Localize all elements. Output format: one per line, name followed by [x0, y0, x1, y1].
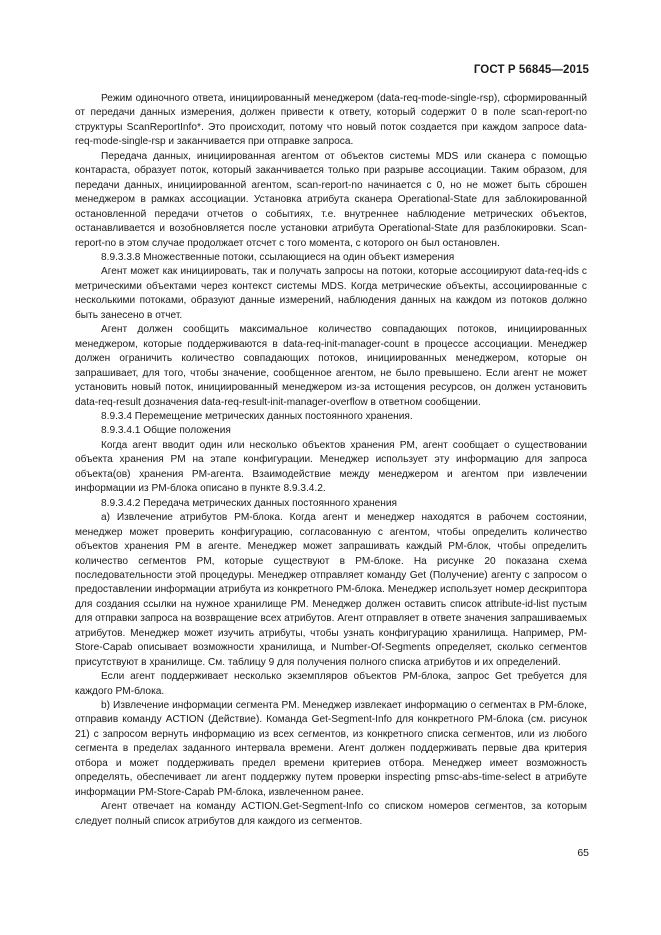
- section-heading: 8.9.3.4.2 Передача метрических данных постоянного хранения: [101, 497, 398, 509]
- paragraph: Когда агент вводит один или несколько объектов хранения PM, агент сообщает о существовании объекта хранения PM на этапе конфигурации. Менеджер использует эту информацию для запроса объекта(ов) хранения PM-агента. Взаимодействие между менеджером и агентом при извлечении информации из PM-блока описано в пункте 8.9.3.4.2.: [75, 439, 587, 495]
- page-number: 65: [577, 847, 589, 859]
- section-heading: 8.9.3.4 Перемещение метрических данных постоянного хранения.: [101, 410, 413, 422]
- paragraph: Если агент поддерживает несколько экземпляров объектов PM-блока, запрос Get требуется для каждого PM-блока.: [75, 671, 587, 697]
- paragraph: Режим одиночного ответа, инициированный менеджером (data-req-mode-single-rsp), сформированный от передачи данных измерения, должен привести к ответу, который содержит 0 в поле scan-report-no структуры ScanReportInfo*. Это происходит, потому что новый поток создается при каждом запросе data-req-mode-single-rsp и заканчивается при отправке запроса.: [75, 93, 587, 148]
- section-heading: 8.9.3.4.1 Общие положения: [101, 425, 231, 437]
- paragraph: Передача данных, инициированная агентом от объектов системы MDS или сканера с помощью контараста, образует поток, который заканчивается только при разрыве ассоциации. Таким образом, для передачи данных, инициированной агентом, scan-report-no начинается с 0, но не может быть сброшен менеджером в рамках ассоциации. Установка атрибута сканера Operational-State для заблокированной остановленной передачи отчетов о событиях, т.е. внутреннее наблюдение метрических объектов, останавливается и возобновляется после установки атрибута Operational-State для разблокировки. Scan-report-no в этом случае продолжает отсчет с того момента, с которого он был остановлен.: [75, 150, 587, 249]
- standard-header: ГОСТ Р 56845—2015: [473, 64, 589, 76]
- paragraph: а) Извлечение атрибутов PM-блока. Когда агент и менеджер находятся в рабочем состоянии, менеджер может проверить конфигурацию, согласованную с агентом, чтобы определить количество объектов хранения PM в агенте. Менеджер может запрашивать каждый PM-блок, чтобы определить количество сегментов PM, которые существуют в PM-блоке. На рисунке 20 показана схема последовательности этой процедуры. Менеджер отправляет команду Get (Получение) агенту с запросом о предоставлении информации атрибута из конкретного PM-блока. Менеджер использует номер дескриптора для создания ссылки на нужное хранилище PM. Менеджер должен оставить список attribute-id-list пустым для отправки запроса на возвращение всех атрибутов. Агент отправляет в ответе значения запрашиваемых атрибутов. Менеджер может изучить атрибуты, чтобы узнать конфигурацию хранилища. Например, PM-Store-Capab описывает возможности хранилища, и Number-Of-Segments определяет, сколько сегментов присутствуют в хранилище. См. таблицу 9 для получения полного списка атрибутов и их определений.: [75, 512, 587, 668]
- paragraph: b) Извлечение информации сегмента PM. Менеджер извлекает информацию о сегментах в PM-блоке, отправив команду ACTION (Действие). Команда Get-Segment-Info для конкретного PM-блока (см. рисунок 21) с запросом вернуть информацию из всех сегментов, из конкретного списка сегментов, или из любого сегмента в пределах заданного интервала времени. Агент должен поддерживать первые два критерия отбора и может поддерживать предел времени критериев отбора. Менеджер имеет возможность определять, обеспечивает ли агент поддержку путем проверки inspecting pmsc-abs-time-select в атрибуте информации PM-Store-Capab PM-блока, извлеченном ранее.: [75, 700, 587, 798]
- body-text: [75, 92, 587, 829]
- paragraph: Агент может как инициировать, так и получать запросы на потоки, которые ассоциируют data-req-ids с метрическими объектами через контекст системы MDS. Когда метрические объекты, ассоциированные с несколькими потоками, образуют данные измерений, наблюдения данных на каждом из потоков должно быть занесено в отчет.: [75, 266, 587, 321]
- paragraph: Агент отвечает на команду ACTION.Get-Segment-Info со списком номеров сегментов, за которым следует полный список атрибутов для каждого из сегментов.: [75, 801, 587, 827]
- section-heading: 8.9.3.3.8 Множественные потоки, ссылающиеся на один объект измерения: [101, 251, 455, 263]
- paragraph: Агент должен сообщить максимальное количество совпадающих потоков, инициированных менеджером, которые поддерживаются в data-req-init-manager-count в процессе ассоциации. Менеджер должен ограничить количество совпадающих потоков, инициированных менеджером, которые он запрашивает, для того, чтобы значение, сообщенное агентом, не было превышено. Если агент не может установить новый поток, инициированный менеджером из-за истощения ресурсов, он должен установить data-req-result дозначения data-req-result-init-manager-overflow в ответном сообщении.: [75, 324, 587, 408]
